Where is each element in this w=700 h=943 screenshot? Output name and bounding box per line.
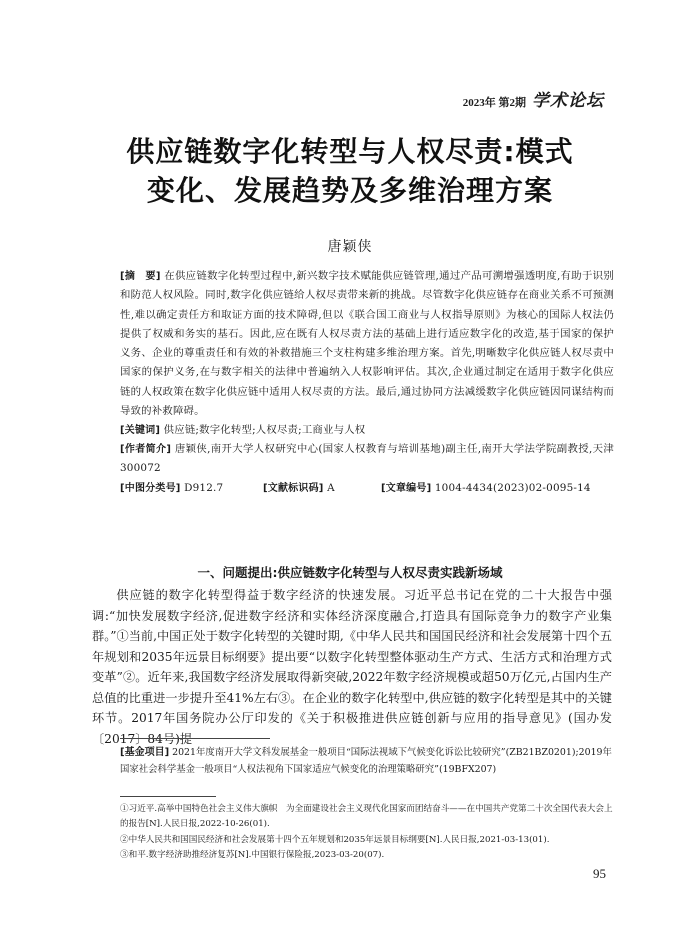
abstract-paragraph	[120, 267, 614, 421]
keywords-line	[120, 421, 614, 440]
footnote-1: ①习近平.高举中国特色社会主义伟大旗帜 为全面建设社会主义现代化国家而团结奋斗——在中国共产党第二十次全国代表大会上的报告[N].人民日报,2022-10-26(01).	[120, 804, 613, 830]
fund-divider	[120, 738, 270, 739]
body-paragraph: 供应链的数字化转型得益于数字经济的快速发展。习近平总书记在党的二十大报告中强调:“加快发展数字经济,促进数字经济和实体经济深度融合,打造具有国际竞争力的数字产业集群。”①当前,中国正处于数字化转型的关键时期,《中华人民共和国国民经济和社会发展第十四个五年规划和2035年远景目标纲要》提出要“以数字化转型整体驱动生产方式、生活方式和治理方式变革”②。近年来,我国数字经济发展取得新突破,2022年数字经济规模或超50万亿元,占国内生产总值的比重进一步提升至41%左右③。在企业的数字化转型中,供应链的数字化转型是其中的关键环节。2017年国务院办公厅印发的《关于积极推进供应链创新与应用的指导意见》(国办发〔2017〕84号)提	[92, 588, 612, 746]
running-header	[463, 86, 604, 111]
clc-value: D912.7	[184, 482, 224, 495]
footnotes	[120, 802, 620, 863]
section-heading: 一、问题提出:供应链数字化转型与人权尽责实践新场域	[197, 565, 503, 580]
clc-label: [中图分类号]	[120, 483, 181, 495]
fund-label: [基金项目]	[120, 747, 170, 758]
keywords-label: [关键词]	[120, 425, 161, 437]
issue-label: 2023年 第2期	[462, 97, 526, 109]
doc-code-label: [文献标识码]	[263, 483, 324, 495]
keywords-text: 供应链;数字化转型;人权尽责;工商业与人权	[163, 424, 366, 437]
footnote-divider	[120, 796, 216, 797]
footnote-2: ②中华人民共和国国民经济和社会发展第十四个五年规划和2035年远景目标纲要[N].人民日报,2021-03-13(01).	[120, 834, 550, 845]
doc-code-value: A	[327, 482, 335, 495]
clc-cell	[120, 479, 263, 498]
doc-code-cell	[263, 479, 381, 498]
abstract-block	[120, 267, 625, 498]
author-info-line	[120, 440, 625, 478]
author-info-text: 唐颖侠,南开大学人权研究中心(国家人权教育与培训基地)副主任,南开大学法学院副教授,天津 300072	[120, 443, 625, 475]
body-text	[92, 585, 612, 749]
page-number: 95	[593, 866, 606, 881]
author-info-label: [作者简介]	[120, 444, 172, 456]
classification-row	[120, 479, 614, 498]
article-number-cell	[381, 479, 591, 498]
article-number-label: [文章编号]	[381, 483, 432, 495]
fund-text: 2021年度南开大学文科发展基金一般项目“国际法视域下气候变化诉讼比较研究”(ZB21BZ0201);2019年国家社会科学基金一般项目“人权法视角下国家适应气候变化的治理策略研究”(19BFX207)	[120, 747, 612, 775]
article-number-value: 1004-4434(2023)02-0095-14	[434, 482, 591, 495]
journal-name: 学术论坛	[532, 91, 604, 111]
abstract-text: 在供应链数字化转型过程中,新兴数字技术赋能供应链管理,通过产品可溯增强透明度,有助于识别和防范人权风险。同时,数字化供应链给人权尽责带来新的挑战。尽管数字化供应链存在商业关系不可预测性,难以确定责任方和取证方面的技术障碍,但以《联合国工商业与人权指导原则》为核心的国际人权法仍提供了权威和务实的基石。因此,应在既有人权尽责方法的基础上进行适应数字化的改造,基于国家的保护义务、企业的尊重责任和有效的补救措施三个支柱构建多维治理方案。首先,明晰数字化供应链人权尽责中国家的保护义务,在与数字相关的法律中普遍纳入人权影响评估。其次,企业通过制定在适用于数字化供应链的人权政策在数字化供应链中适用人权尽责的方法。最后,通过协同方法减缓数字化供应链因同谋结构而导致的补救障碍。	[120, 270, 614, 418]
abstract-label: [摘 要]	[120, 271, 161, 282]
article-title	[0, 132, 700, 210]
author-name: 唐颖侠	[327, 239, 373, 255]
footnote-3: ③和平.数字经济助推经济复苏[N].中国银行保险报,2023-03-20(07).	[120, 849, 385, 860]
fund-note	[120, 744, 620, 778]
title-line-1: 供应链数字化转型与人权尽责:模式	[126, 135, 574, 168]
title-line-2: 变化、发展趋势及多维治理方案	[146, 174, 553, 207]
